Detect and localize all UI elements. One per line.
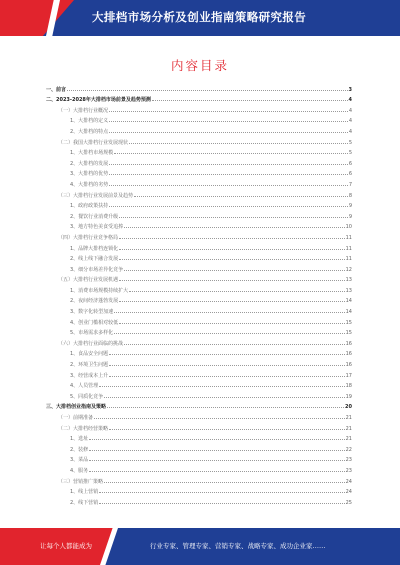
- toc-entry[interactable]: [46, 389, 352, 400]
- toc-page-number: 24: [345, 489, 352, 496]
- toc-entry-text: （二）大排档经营策略: [58, 425, 109, 432]
- toc-dot-leader: [119, 238, 345, 239]
- toc-dot-leader: [109, 376, 344, 377]
- toc-page-number: 21: [345, 425, 352, 432]
- toc-entry-text: （二）我国大排档行业发展现状: [58, 139, 129, 146]
- toc-dot-leader: [124, 270, 344, 271]
- toc-page-number: 24: [345, 478, 352, 485]
- toc-entry-text: 3、经营成本上升: [70, 372, 109, 379]
- toc-entry-text: 三、大排档创业指南及策略: [46, 404, 107, 411]
- toc-entry[interactable]: [46, 156, 352, 167]
- toc-entry[interactable]: [46, 114, 352, 125]
- report-title: 大排档市场分析及创业指南策略研究报告: [92, 10, 307, 24]
- toc-entry-text: （四）大排档行业竞争格局: [58, 234, 119, 241]
- toc-entry[interactable]: [46, 357, 352, 368]
- toc-dot-leader: [104, 482, 345, 483]
- toc-dot-leader: [104, 397, 344, 398]
- toc-page-number: 13: [345, 287, 352, 294]
- toc-page-number: 4: [348, 118, 352, 125]
- toc-page-number: 14: [345, 309, 352, 316]
- table-of-contents: [46, 82, 352, 506]
- toc-page-number: 13: [345, 277, 352, 284]
- toc-dot-leader: [119, 301, 344, 302]
- toc-page-number: 9: [348, 213, 352, 220]
- toc-page-number: 8: [348, 192, 352, 199]
- toc-dot-leader: [99, 492, 344, 493]
- toc-page-number: 10: [345, 224, 352, 231]
- toc-page-number: 6: [348, 160, 352, 167]
- toc-dot-leader: [99, 386, 344, 387]
- toc-entry-text: （三）大排档行业发展前景及趋势: [58, 192, 134, 199]
- toc-dot-leader: [109, 121, 348, 122]
- toc-entry-text: 一、前言: [46, 86, 67, 93]
- toc-entry-text: 4、人员管理: [70, 383, 99, 390]
- toc-dot-leader: [134, 196, 348, 197]
- toc-dot-leader: [109, 132, 348, 133]
- toc-page-number: 6: [348, 171, 352, 178]
- toc-dot-leader: [109, 174, 348, 175]
- toc-entry[interactable]: [46, 304, 352, 315]
- toc-dot-leader: [129, 143, 348, 144]
- toc-entry[interactable]: [46, 167, 352, 178]
- toc-dot-leader: [89, 471, 344, 472]
- toc-dot-leader: [124, 344, 345, 345]
- toc-dot-leader: [89, 450, 344, 451]
- toc-entry[interactable]: [46, 453, 352, 464]
- toc-dot-leader: [119, 280, 345, 281]
- toc-entry-text: 3、细分市场差异化竞争: [70, 266, 124, 273]
- toc-entry[interactable]: [46, 241, 352, 252]
- toc-entry[interactable]: [46, 400, 352, 411]
- toc-page-number: 9: [348, 203, 352, 210]
- toc-dot-leader: [114, 312, 344, 313]
- toc-dot-leader: [109, 354, 344, 355]
- toc-entry-text: 2、线下营销: [70, 499, 99, 506]
- toc-entry[interactable]: [46, 495, 352, 506]
- toc-page-number: 22: [345, 446, 352, 453]
- toc-dot-leader: [67, 90, 348, 91]
- toc-page-number: 23: [345, 457, 352, 464]
- toc-entry[interactable]: [46, 82, 352, 93]
- toc-page-number: 18: [345, 383, 352, 390]
- toc-entry-text: 3、菜品: [70, 457, 89, 464]
- toc-entry-text: 4、大排档的劣势: [70, 181, 109, 188]
- toc-page-number: 16: [345, 340, 352, 347]
- toc-entry-text: 3、地方特色美食受追捧: [70, 224, 124, 231]
- toc-entry-text: 1、食品安全问题: [70, 351, 109, 358]
- toc-entry[interactable]: [46, 410, 352, 421]
- toc-dot-leader: [107, 407, 344, 408]
- toc-entry-text: 2、环境卫生问题: [70, 362, 109, 369]
- toc-page-number: 20: [345, 404, 352, 411]
- toc-page-number: 11: [345, 256, 352, 263]
- toc-page-number: 7: [348, 181, 352, 188]
- toc-page-number: 4: [348, 107, 352, 114]
- toc-entry[interactable]: [46, 135, 352, 146]
- toc-dot-leader: [94, 418, 345, 419]
- toc-entry[interactable]: [46, 220, 352, 231]
- toc-page-number: 17: [345, 372, 352, 379]
- toc-dot-leader: [109, 429, 345, 430]
- page-footer: [0, 528, 400, 565]
- toc-entry-text: 2、装修: [70, 446, 89, 453]
- toc-entry-text: 2、大排档的特点: [70, 128, 109, 135]
- toc-entry-text: 2、夜间经济蓬勃发展: [70, 298, 119, 305]
- toc-entry[interactable]: [46, 421, 352, 432]
- toc-heading: 内容目录: [170, 58, 229, 73]
- toc-dot-leader: [109, 365, 344, 366]
- toc-dot-leader: [119, 217, 348, 218]
- toc-entry[interactable]: [46, 368, 352, 379]
- toc-entry[interactable]: [46, 442, 352, 453]
- toc-entry-text: 1、品牌大排档连锁化: [70, 245, 119, 252]
- toc-entry-text: 5、市场需求多样化: [70, 330, 114, 337]
- toc-dot-leader: [119, 259, 344, 260]
- toc-dot-leader: [99, 503, 344, 504]
- toc-entry[interactable]: [46, 103, 352, 114]
- toc-dot-leader: [114, 153, 348, 154]
- toc-entry[interactable]: [46, 432, 352, 443]
- toc-page-number: 5: [348, 150, 352, 157]
- toc-entry[interactable]: [46, 93, 352, 104]
- toc-page-number: 11: [345, 234, 352, 241]
- toc-entry-text: 1、政府政策扶持: [70, 203, 109, 210]
- toc-page-number: 21: [345, 415, 352, 421]
- toc-entry-text: 4、创业门槛相对较低: [70, 319, 119, 326]
- toc-entry-text: 1、大排档的定义: [70, 118, 109, 125]
- toc-entry-text: （六）大排档行业面临的挑战: [58, 340, 124, 347]
- footer-slogan-right: 行业专家、管理专家、营销专家、战略专家、成功企业家……: [150, 542, 326, 550]
- toc-page-number: 25: [345, 499, 352, 506]
- toc-page-number: 15: [345, 319, 352, 326]
- toc-entry[interactable]: [46, 177, 352, 188]
- toc-entry[interactable]: [46, 379, 352, 390]
- toc-entry-text: （一）前期准备: [58, 415, 94, 421]
- toc-entry-text: 1、消费市场规模持续扩大: [70, 287, 129, 294]
- toc-entry[interactable]: [46, 474, 352, 485]
- toc-page-number: 12: [345, 266, 352, 273]
- toc-dot-leader: [114, 333, 344, 334]
- toc-entry[interactable]: [46, 188, 352, 199]
- toc-entry[interactable]: [46, 283, 352, 294]
- toc-entry-text: 3、数字化转型加速: [70, 309, 114, 316]
- toc-entry[interactable]: [46, 326, 352, 337]
- toc-page-number: 3: [348, 86, 352, 93]
- toc-dot-leader: [119, 249, 344, 250]
- toc-dot-leader: [109, 185, 348, 186]
- toc-entry-text: （五）大排档行业发展机遇: [58, 277, 119, 284]
- toc-entry[interactable]: [46, 347, 352, 358]
- toc-page-number: 23: [345, 467, 352, 474]
- toc-dot-leader: [109, 206, 348, 207]
- toc-entry[interactable]: [46, 336, 352, 347]
- toc-page-number: 16: [345, 362, 352, 369]
- toc-entry[interactable]: [46, 146, 352, 157]
- toc-entry-text: 2、线上线下融合发展: [70, 256, 119, 263]
- toc-page-number: 4: [348, 97, 352, 104]
- toc-dot-leader: [119, 323, 344, 324]
- toc-page-number: 16: [345, 351, 352, 358]
- toc-entry-text: 2、餐饮行业消费升级: [70, 213, 119, 220]
- toc-page-number: 11: [345, 245, 352, 252]
- toc-entry-text: 5、同质化竞争: [70, 393, 104, 400]
- toc-dot-leader: [124, 227, 344, 228]
- toc-entry-text: （三）营销推广策略: [58, 478, 104, 485]
- toc-page-number: 19: [345, 393, 352, 400]
- toc-entry-text: 1、选址: [70, 436, 89, 443]
- footer-slogan-left: 让每个人都能成为: [40, 542, 92, 550]
- toc-page-number: 21: [345, 436, 352, 443]
- toc-dot-leader: [109, 111, 348, 112]
- toc-entry[interactable]: [46, 124, 352, 135]
- toc-entry-text: 2、大排档的发展: [70, 160, 109, 167]
- toc-page-number: 15: [345, 330, 352, 337]
- toc-entry[interactable]: [46, 463, 352, 474]
- toc-entry-text: 二、2023-2028年大排档市场前景及趋势预测: [46, 97, 151, 104]
- toc-entry[interactable]: [46, 262, 352, 273]
- toc-entry[interactable]: [46, 199, 352, 210]
- toc-entry[interactable]: [46, 209, 352, 220]
- toc-entry[interactable]: [46, 315, 352, 326]
- toc-entry[interactable]: [46, 273, 352, 284]
- toc-entry[interactable]: [46, 230, 352, 241]
- toc-dot-leader: [89, 439, 344, 440]
- toc-dot-leader: [89, 460, 344, 461]
- toc-entry-text: 4、服务: [70, 467, 89, 474]
- toc-page-number: 4: [348, 128, 352, 135]
- toc-entry[interactable]: [46, 252, 352, 263]
- toc-entry[interactable]: [46, 485, 352, 496]
- toc-dot-leader: [129, 291, 344, 292]
- toc-entry-text: 1、大排档市场规模: [70, 150, 114, 157]
- toc-entry-text: （一）大排档行业概况: [58, 107, 109, 114]
- toc-page-number: 5: [348, 139, 352, 146]
- toc-dot-leader: [109, 164, 348, 165]
- toc-page-number: 14: [345, 298, 352, 305]
- toc-entry[interactable]: [46, 294, 352, 305]
- toc-entry-text: 3、大排档的优势: [70, 171, 109, 178]
- page-header: [0, 0, 400, 36]
- toc-dot-leader: [152, 100, 348, 101]
- toc-entry-text: 1、线上营销: [70, 489, 99, 496]
